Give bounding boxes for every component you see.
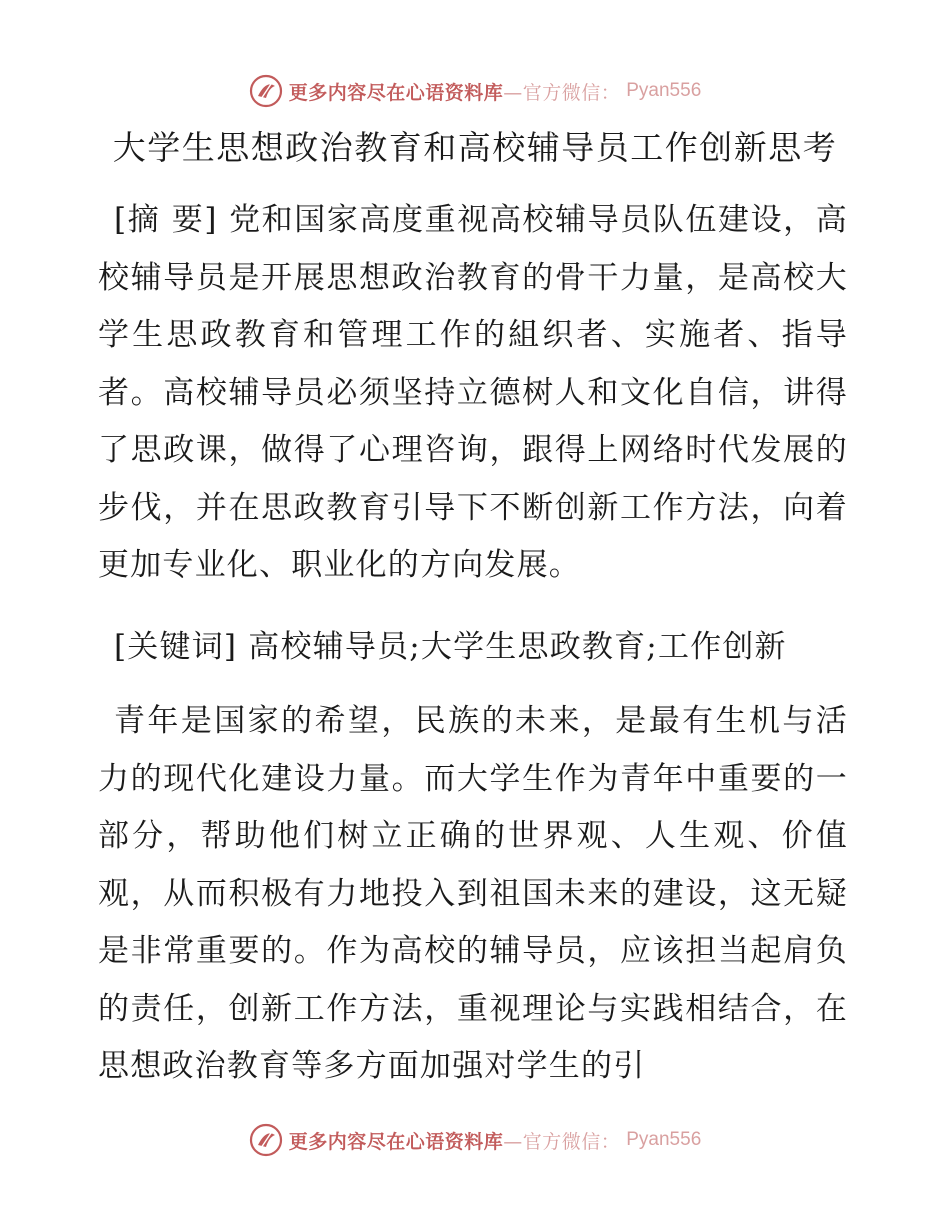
watermark-text: 更多内容尽在心语资料库—官方微信： [288,1130,621,1153]
footer-watermark [0,1120,950,1160]
keywords-label: [关键词] [114,629,238,665]
keywords-body: 高校辅导员;大学生思政教育;工作创新 [248,629,787,665]
intro-paragraph [98,693,848,1096]
watermark-account: Pyan556 [626,1129,702,1150]
header-watermark [0,71,950,111]
brand-logo-icon [249,74,283,108]
watermark-account: Pyan556 [626,80,702,101]
abstract-label: [摘 要] [114,202,218,238]
abstract-paragraph [98,192,848,595]
abstract-body: 党和国家高度重视高校辅导员队伍建设，高校辅导员是开展思想政治教育的骨干力量，是高校大学生思政教育和管理工作的組织者、实施者、指导者。高校辅导员必须坚持立德树人和文化自信，讲得了思政课，做得了心理咨询，跟得上网络时代发展的步伐，并在思政教育引导下不断创新工作方法，向着更加专业化、职业化的方向发展。 [98,202,848,583]
watermark-text: 更多内容尽在心语资料库—官方微信： [288,81,621,104]
intro-text: 青年是国家的希望，民族的未来，是最有生机与活力的现代化建设力量。而大学生作为青年中重要的一部分，帮助他们树立正确的世界观、人生观、价值观，从而积极有力地投入到祖国未来的建设，这无疑是非常重要的。作为高校的辅导员，应该担当起肩负的责任，创新工作方法，重视理论与实践相结合，在思想政治教育等多方面加强对学生的引 [98,703,848,1084]
document-title: 大学生思想政治教育和高校辅导员工作创新思考 [112,128,838,167]
keywords-line [98,619,848,677]
brand-logo-icon [249,1123,283,1157]
